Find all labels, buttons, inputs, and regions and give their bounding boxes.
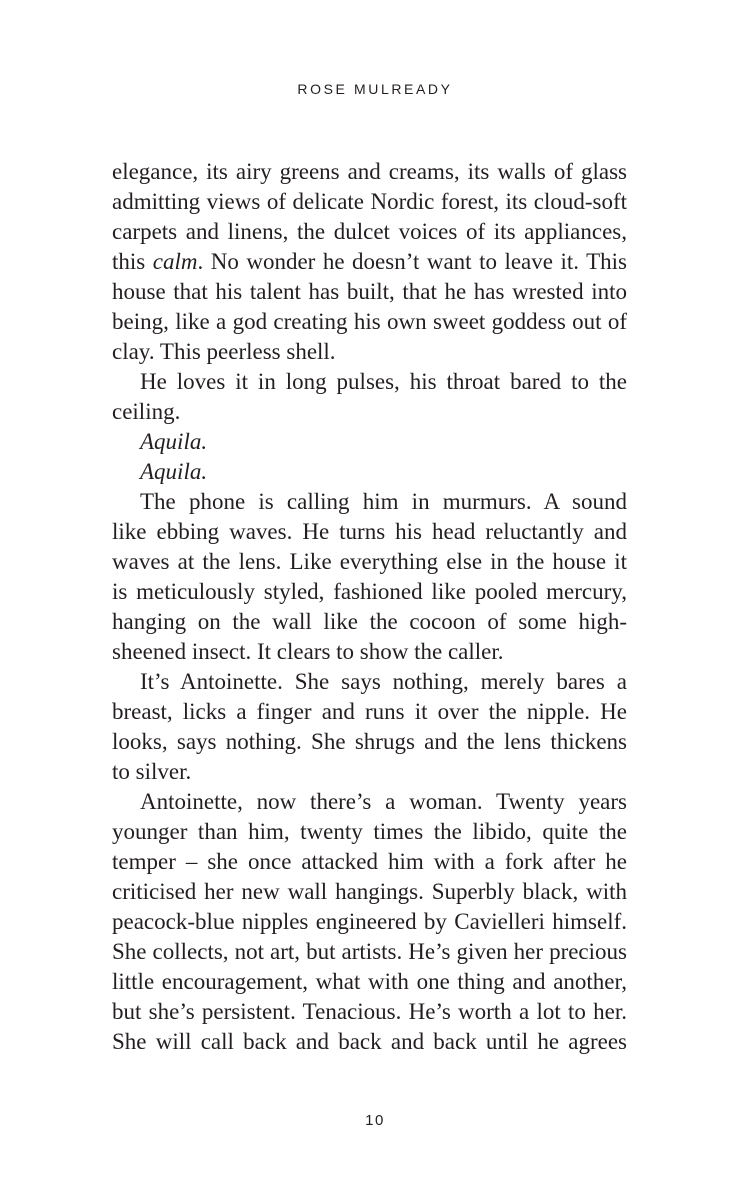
text-line: The phone is calling him in murmurs. A sound <box>140 489 627 514</box>
text-line: looks, says nothing. She shrugs and the lens thickens <box>112 729 627 754</box>
text-fragment: this <box>112 249 153 274</box>
text-line: She collects, not art, but artists. He’s given her precious <box>112 939 627 964</box>
text-line: clay. This peerless shell. <box>112 339 336 364</box>
paragraph-4 <box>112 457 627 487</box>
running-head-author: ROSE MULREADY <box>297 81 453 97</box>
text-line: waves at the lens. Like everything else in the house it <box>112 549 627 574</box>
text-line: hanging on the wall like the cocoon of some high- <box>112 609 627 634</box>
text-line: little encouragement, what with one thing and another, <box>112 969 627 994</box>
text-line: but she’s persistent. Tenacious. He’s worth a lot to her. <box>112 999 627 1024</box>
text-line: criticised her new wall hangings. Superbly black, with <box>112 879 627 904</box>
page-number: 10 <box>365 1112 385 1129</box>
italic-line: Aquila. <box>140 459 208 484</box>
text-line-with-italic <box>112 247 627 277</box>
text-line: carpets and linens, the dulcet voices of its appliances, <box>112 219 627 244</box>
paragraph-5 <box>112 487 627 667</box>
text-line: like ebbing waves. He turns his head reluctantly and <box>112 519 627 544</box>
text-line: ceiling. <box>112 399 181 424</box>
text-line: sheened insect. It clears to show the caller. <box>112 639 504 664</box>
italic-line: Aquila. <box>140 429 208 454</box>
italic-emphasis: calm <box>152 249 198 274</box>
text-line: house that his talent has built, that he has wrested into <box>112 279 627 304</box>
text-line: It’s Antoinette. She says nothing, merely bares a <box>140 669 627 694</box>
text-line: being, like a god creating his own sweet goddess out of <box>112 309 627 334</box>
text-line: breast, licks a finger and runs it over the nipple. He <box>112 699 627 724</box>
text-fragment: . No wonder he doesn’t want to leave it. This <box>197 249 627 274</box>
text-line: to silver. <box>112 759 192 784</box>
text-line: elegance, its airy greens and creams, its walls of glass <box>112 159 627 184</box>
text-line: She will call back and back and back until he agrees <box>112 1029 627 1054</box>
text-line: temper – she once attacked him with a fork after he <box>112 849 627 874</box>
text-line: younger than him, twenty times the libido, quite the <box>112 819 627 844</box>
paragraph-7 <box>112 787 627 1057</box>
paragraph-6 <box>112 667 627 787</box>
text-line: Antoinette, now there’s a woman. Twenty years <box>140 789 627 814</box>
paragraph-1 <box>112 157 627 367</box>
paragraph-3 <box>112 427 627 457</box>
text-line: is meticulously styled, fashioned like pooled mercury, <box>112 579 627 604</box>
body-text <box>112 157 627 1057</box>
paragraph-2 <box>112 367 627 427</box>
text-line: peacock-blue nipples engineered by Cavielleri himself. <box>112 909 627 934</box>
text-line: admitting views of delicate Nordic forest, its cloud-soft <box>112 189 627 214</box>
text-line: He loves it in long pulses, his throat bared to the <box>140 369 627 394</box>
